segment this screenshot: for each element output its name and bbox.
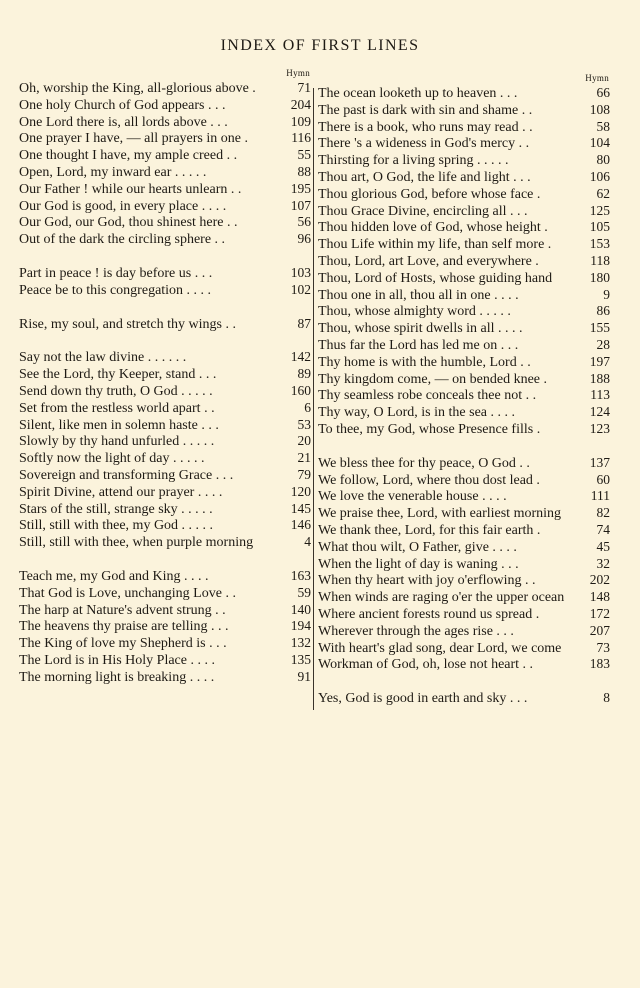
- group-spacer: [318, 438, 610, 455]
- hymn-number: 107: [290, 197, 311, 213]
- first-line-text: Thirsting for a living spring . . . . .: [318, 153, 509, 169]
- first-line-text: The past is dark with sin and shame . .: [318, 102, 533, 118]
- hymn-number: 4: [304, 534, 311, 550]
- first-line-text: There 's a wideness in God's mercy . .: [318, 136, 530, 152]
- index-entry: [19, 517, 311, 534]
- first-line-text: Teach me, my God and King . . . .: [19, 568, 209, 584]
- hymn-number: 145: [290, 500, 311, 516]
- right-column: [318, 66, 610, 707]
- first-line-text: Softly now the light of day . . . . .: [19, 451, 205, 467]
- index-entry: [318, 690, 610, 707]
- index-entry: [318, 186, 610, 203]
- index-entry: [318, 119, 610, 136]
- index-entry: [19, 181, 311, 198]
- hymn-number: 120: [290, 483, 311, 499]
- first-line-text: Thou art, O God, the life and light . . .: [318, 169, 531, 185]
- hymn-number: 28: [596, 336, 610, 352]
- group-spacer: [19, 248, 311, 265]
- index-entry: [318, 169, 610, 186]
- index-entry: [19, 130, 311, 147]
- hymn-number: 204: [290, 96, 311, 112]
- hymn-number: 8: [603, 690, 610, 706]
- page-title: INDEX OF FIRST LINES: [220, 37, 420, 54]
- first-line-text: One prayer I have, — all prayers in one .: [19, 131, 248, 147]
- index-entry: [318, 270, 610, 287]
- index-entry: [19, 282, 311, 299]
- index-entry: [318, 371, 610, 388]
- hymn-number: 105: [589, 219, 610, 235]
- column-divider: [313, 88, 314, 710]
- first-line-text: Thy way, O Lord, is in the sea . . . .: [318, 405, 515, 421]
- index-entry: [318, 623, 610, 640]
- hymn-number: 62: [596, 185, 610, 201]
- hymn-number: 153: [589, 236, 610, 252]
- index-entry: [19, 618, 311, 635]
- first-line-text: What thou wilt, O Father, give . . . .: [318, 539, 517, 555]
- first-line-text: Oh, worship the King, all-glorious above .: [19, 81, 256, 96]
- hymn-number: 66: [596, 85, 610, 100]
- hymn-number: 124: [589, 404, 610, 420]
- index-entry: [19, 80, 311, 97]
- hymn-column-header: Hymn: [286, 68, 310, 78]
- first-line-text: Our Father ! while our hearts unlearn . .: [19, 181, 242, 197]
- index-entry: [318, 455, 610, 472]
- hymn-number: 58: [596, 118, 610, 134]
- hymn-number: 79: [297, 466, 311, 482]
- first-line-text: Thou Grace Divine, encircling all . . .: [318, 203, 528, 219]
- first-line-text: Out of the dark the circling sphere . .: [19, 232, 226, 248]
- hymn-number: 118: [590, 252, 610, 268]
- index-entry: [318, 354, 610, 371]
- hymn-number: 89: [297, 366, 311, 382]
- first-line-text: Thou, whose spirit dwells in all . . . .: [318, 321, 523, 337]
- first-line-text: We love the venerable house . . . .: [318, 489, 507, 505]
- hymn-number: 146: [290, 517, 311, 533]
- first-line-text: Workman of God, oh, lose not heart . .: [318, 657, 534, 673]
- hymn-number: 60: [596, 471, 610, 487]
- index-entry: [318, 320, 610, 337]
- first-line-text: Thou, Lord, art Love, and everywhere .: [318, 253, 539, 269]
- first-line-text: Our God, our God, thou shinest here . .: [19, 215, 238, 231]
- index-entry: [19, 534, 311, 551]
- index-entry: [318, 236, 610, 253]
- first-line-text: Where ancient forests round us spread .: [318, 606, 540, 622]
- first-line-text: Sovereign and transforming Grace . . .: [19, 467, 234, 483]
- first-line-text: Send down thy truth, O God . . . . .: [19, 383, 213, 399]
- hymn-number: 194: [290, 618, 311, 634]
- first-line-text: When winds are raging o'er the upper ocean: [318, 590, 565, 606]
- index-entry: [19, 568, 311, 585]
- index-entry: [19, 349, 311, 366]
- index-entry: [19, 400, 311, 417]
- index-entry: [318, 135, 610, 152]
- first-line-text: We follow, Lord, where thou dost lead .: [318, 472, 540, 488]
- first-line-text: The King of love my Shepherd is . . .: [19, 636, 227, 652]
- hymn-number: 53: [297, 416, 311, 432]
- index-entry: [19, 635, 311, 652]
- hymn-number: 45: [596, 538, 610, 554]
- hymn-number: 180: [589, 269, 610, 285]
- first-line-text: The Lord is in His Holy Place . . . .: [19, 652, 215, 668]
- hymn-number: 123: [589, 420, 610, 436]
- hymn-number: 197: [589, 353, 610, 369]
- first-line-text: We bless thee for thy peace, O God . .: [318, 455, 530, 471]
- first-line-text: Set from the restless world apart . .: [19, 400, 215, 416]
- index-entry: [318, 656, 610, 673]
- index-entry: [19, 265, 311, 282]
- hymn-number: 74: [596, 521, 610, 537]
- hymn-number: 172: [589, 605, 610, 621]
- group-spacer: [19, 551, 311, 568]
- index-entry: [318, 556, 610, 573]
- hymn-number: 55: [297, 147, 311, 163]
- first-line-text: Thou glorious God, before whose face .: [318, 186, 541, 202]
- hymn-number: 9: [603, 286, 610, 302]
- first-line-text: Silent, like men in solemn haste . . .: [19, 417, 219, 433]
- first-line-text: Thy home is with the humble, Lord . .: [318, 354, 531, 370]
- first-line-text: Still, still with thee, my God . . . . .: [19, 518, 214, 534]
- index-entry: [19, 214, 311, 231]
- hymn-number: 188: [589, 370, 610, 386]
- index-entry: [318, 572, 610, 589]
- index-entry: [19, 417, 311, 434]
- index-entry: [318, 539, 610, 556]
- hymn-number: 142: [290, 349, 311, 365]
- index-entry: [318, 404, 610, 421]
- hymn-number: 195: [290, 180, 311, 196]
- hymn-number: 155: [589, 320, 610, 336]
- index-entry: [19, 450, 311, 467]
- first-line-text: There is a book, who runs may read . .: [318, 119, 533, 135]
- first-line-text: Spirit Divine, attend our prayer . . . .: [19, 484, 223, 500]
- hymn-number: 82: [596, 505, 610, 521]
- left-column: [19, 66, 311, 686]
- index-entry: [19, 669, 311, 686]
- first-line-text: Thou one in all, thou all in one . . . .: [318, 287, 519, 303]
- hymn-number: 135: [290, 651, 311, 667]
- first-line-text: The harp at Nature's advent strung . .: [19, 602, 226, 618]
- index-entry: [19, 467, 311, 484]
- index-entry: [318, 287, 610, 304]
- first-line-text: Stars of the still, strange sky . . . . .: [19, 501, 213, 517]
- first-line-text: Thou hidden love of God, whose height .: [318, 220, 548, 236]
- first-line-text: The heavens thy praise are telling . . .: [19, 619, 229, 635]
- first-line-text: Thy seamless robe conceals thee not . .: [318, 388, 537, 404]
- index-entry: [318, 606, 610, 623]
- left-entry-list: [19, 80, 311, 686]
- first-line-text: Still, still with thee, when purple morning: [19, 535, 254, 551]
- first-line-text: Thy kingdom come, — on bended knee .: [318, 371, 548, 387]
- index-entry: [318, 85, 610, 102]
- index-entry: [19, 585, 311, 602]
- index-entry: [318, 488, 610, 505]
- first-line-text: One holy Church of God appears . . .: [19, 97, 226, 113]
- hymn-number: 137: [589, 454, 610, 470]
- index-entry: [318, 387, 610, 404]
- first-line-text: Peace be to this congregation . . . .: [19, 282, 212, 298]
- index-entry: [19, 316, 311, 333]
- first-line-text: Slowly by thy hand unfurled . . . . .: [19, 434, 215, 450]
- index-entry: [19, 114, 311, 131]
- first-line-text: With heart's glad song, dear Lord, we come: [318, 640, 562, 656]
- first-line-text: One thought I have, my ample creed . .: [19, 148, 238, 164]
- hymn-column-header: Hymn: [585, 73, 609, 83]
- hymn-number: 183: [589, 656, 610, 672]
- hymn-number: 207: [589, 622, 610, 638]
- first-line-text: The morning light is breaking . . . .: [19, 669, 215, 685]
- hymn-number: 132: [290, 635, 311, 651]
- first-line-text: That God is Love, unchanging Love . .: [19, 585, 236, 601]
- index-entry: [19, 484, 311, 501]
- first-line-text: Thus far the Lord has led me on . . .: [318, 337, 519, 353]
- index-entry: [318, 589, 610, 606]
- right-entry-list: [318, 85, 610, 707]
- hymn-number: 21: [297, 450, 311, 466]
- index-entry: [318, 303, 610, 320]
- index-entry: [318, 522, 610, 539]
- first-line-text: To thee, my God, whose Presence fills .: [318, 421, 541, 437]
- hymn-number: 148: [589, 589, 610, 605]
- hymn-number: 88: [297, 163, 311, 179]
- index-entry: [318, 152, 610, 169]
- group-spacer: [318, 673, 610, 690]
- hymn-number: 108: [589, 101, 610, 117]
- index-entry: [318, 472, 610, 489]
- first-line-text: The ocean looketh up to heaven . . .: [318, 86, 518, 101]
- first-line-text: One Lord there is, all lords above . . .: [19, 114, 228, 130]
- index-entry: [19, 366, 311, 383]
- hymn-number: 106: [589, 168, 610, 184]
- first-line-text: See the Lord, thy Keeper, stand . . .: [19, 367, 217, 383]
- hymn-number: 113: [590, 387, 610, 403]
- hymn-number: 202: [589, 572, 610, 588]
- first-line-text: We thank thee, Lord, for this fair earth .: [318, 522, 541, 538]
- index-entry: [19, 231, 311, 248]
- hymn-number: 140: [290, 601, 311, 617]
- index-entry: [19, 97, 311, 114]
- first-line-text: Thou Life within my life, than self more .: [318, 237, 552, 253]
- first-line-text: Thou, Lord of Hosts, whose guiding hand: [318, 270, 553, 286]
- hymn-number: 71: [297, 80, 311, 95]
- index-entry: [318, 203, 610, 220]
- hymn-number: 91: [297, 668, 311, 684]
- index-entry: [318, 640, 610, 657]
- hymn-number: 87: [297, 315, 311, 331]
- hymn-number: 104: [589, 135, 610, 151]
- index-entry: [19, 501, 311, 518]
- hymn-number: 163: [290, 567, 311, 583]
- hymn-number: 111: [590, 488, 610, 504]
- hymn-number: 102: [290, 281, 311, 297]
- hymn-number: 56: [297, 214, 311, 230]
- first-line-text: We praise thee, Lord, with earliest morning: [318, 506, 562, 522]
- hymn-number: 96: [297, 231, 311, 247]
- hymn-number: 80: [596, 152, 610, 168]
- index-entry: [19, 164, 311, 181]
- first-line-text: Yes, God is good in earth and sky . . .: [318, 691, 528, 707]
- hymn-number: 109: [290, 113, 311, 129]
- hymn-number: 116: [291, 130, 311, 146]
- first-line-text: When thy heart with joy o'erflowing . .: [318, 573, 536, 589]
- hymn-number: 160: [290, 382, 311, 398]
- index-entry: [318, 102, 610, 119]
- index-entry: [318, 505, 610, 522]
- index-entry: [318, 337, 610, 354]
- index-entry: [318, 219, 610, 236]
- hymn-number: 73: [596, 639, 610, 655]
- first-line-text: Rise, my soul, and stretch thy wings . .: [19, 316, 236, 332]
- index-entry: [318, 253, 610, 270]
- group-spacer: [19, 299, 311, 316]
- group-spacer: [19, 332, 311, 349]
- hymn-number: 125: [589, 202, 610, 218]
- first-line-text: Wherever through the ages rise . . .: [318, 623, 514, 639]
- first-line-text: Part in peace ! is day before us . . .: [19, 265, 213, 281]
- index-entry: [19, 198, 311, 215]
- first-line-text: When the light of day is waning . . .: [318, 556, 519, 572]
- index-entry: [19, 652, 311, 669]
- index-entry: [19, 433, 311, 450]
- hymn-number: 59: [297, 584, 311, 600]
- first-line-text: Open, Lord, my inward ear . . . . .: [19, 164, 207, 180]
- hymn-number: 32: [596, 555, 610, 571]
- first-line-text: Thou, whose almighty word . . . . .: [318, 304, 511, 320]
- first-line-text: Say not the law divine . . . . . .: [19, 350, 187, 366]
- index-entry: [19, 602, 311, 619]
- index-entry: [19, 383, 311, 400]
- hymn-number: 6: [304, 399, 311, 415]
- index-entry: [318, 421, 610, 438]
- first-line-text: Our God is good, in every place . . . .: [19, 198, 227, 214]
- hymn-number: 103: [290, 264, 311, 280]
- hymn-number: 86: [596, 303, 610, 319]
- hymn-number: 20: [297, 433, 311, 449]
- index-entry: [19, 147, 311, 164]
